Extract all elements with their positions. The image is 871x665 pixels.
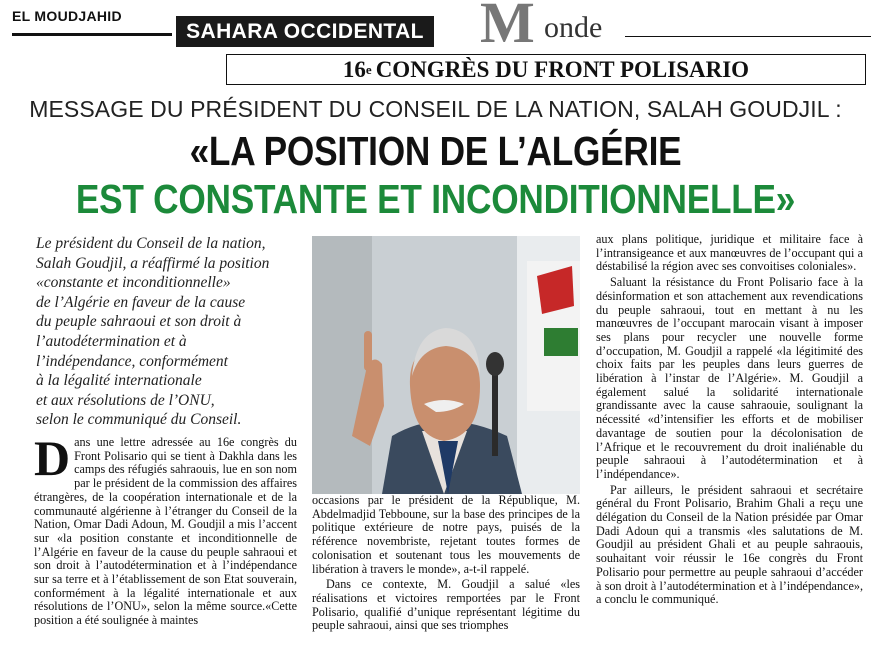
headline-line-1: «LA POSITION DE L’ALGÉRIE [189, 128, 682, 174]
subhead-ordinal: e [365, 61, 372, 77]
article-paragraph: ans une lettre adressée au 16e congrès du Front Polisario qui se tient à Dakhla dans les camps des réfugiés sahraouis, lue en son nom par le président de la commission des affaires étrangères, de la coopération internationale et de la communauté algérienne à l’étranger du Conseil de la Nation, Omar Dadi Adoun, M. Goudjil a mis l’accent sur «la position constante et inconditionnelle de l’Algérie en faveur de la cause du peuple sahraoui et son droit à l’autodétermination et à l’indépendance sur sa terre et à l’établissement de son Etat souverain, conformément à la légalité internationale et aux résolutions de l’ONU», selon la même source.«Cette position a été soulignée à maintes [34, 436, 297, 628]
lead-line: Le président du Conseil de la nation, [36, 235, 266, 252]
article-photo [312, 236, 580, 494]
lead-line: de l’Algérie en faveur de la cause [36, 293, 246, 311]
article-column-1 [34, 436, 297, 663]
article-column-3 [596, 233, 863, 663]
lead-line: selon le communiqué du Conseil. [36, 411, 242, 429]
article-paragraph: Dans ce contexte, M. Goudjil a salué «les réalisations et victoires remportées par le Front Polisario, qualifié d’unique représentant légitime du peuple sahraoui, ainsi que ses triomphes [312, 577, 580, 633]
article-paragraph: Saluant la résistance du Front Polisario face à la désinformation et son attachement aux revendications du peuple sahraoui, tout en mettant à nu les manœuvres de l’occupant marocain visant à imposer ses plans pour recycler une nouvelle forme d’occupation, M. Goudjil a rappelé «la légitimité des choix faits par les peuples dans leurs guerres de libération à l’instar de l’Algérie». M. Goudjil a également salué la solidarité internationale grandissante avec la cause sahraouie, soulignant la nécessité «d’intensifier les efforts et de mobiliser davantage de soutien pour la décolonisation de l’Afrique et le recouvrement du droit inaliénable du peuple sahraoui à l’autodétermination et à l’indépendance». [596, 275, 863, 481]
masthead-rule [12, 33, 172, 36]
subhead-number: 16 [342, 56, 366, 82]
photo-illustration [312, 236, 580, 494]
article-paragraph: Par ailleurs, le président sahraoui et secrétaire général du Front Polisario, Brahim Ghali a reçu une délégation du Conseil de la Nation présidée par Omar Dadi Adoun qui a transmis «les salutations de M. Goudjil au président Ghali et au peuple sahraouis, souhaitant voir réussir le 16e congrès du Front Polisario pour permettre au peuple sahraoui d’accéder à son droit à l’autodétermination et à l’indépendance», a conclu le communiqué. [596, 482, 863, 607]
drop-cap: D [34, 436, 71, 486]
kicker: MESSAGE DU PRÉSIDENT DU CONSEIL DE LA NATION, SALAH GOUDJIL : [29, 96, 842, 122]
headline-line-2: EST CONSTANTE ET INCONDITIONNELLE» [75, 176, 796, 222]
lead-paragraph [36, 234, 296, 430]
lead-line: l’autodétermination et à [36, 332, 187, 350]
lead-line: «constante et inconditionnelle» [36, 274, 231, 292]
top-rule [625, 36, 871, 37]
article-column-2 [312, 494, 580, 665]
subhead-text: CONGRÈS DU FRONT POLISARIO [375, 56, 750, 82]
section-label: SAHARA OCCIDENTAL [176, 16, 434, 47]
subhead [226, 54, 866, 85]
lead-line: du peuple sahraoui et son droit à [36, 313, 242, 331]
masthead-name: EL MOUDJAHID [12, 8, 122, 24]
article-paragraph: aux plans politique, juridique et militaire face à l’intransigeance et aux manœuvres de l’occupant qui a déstabilisé la région avec ses convoitises coloniales». [596, 233, 863, 274]
lead-line: et aux résolutions de l’ONU, [36, 391, 215, 409]
rubric-rest: onde [544, 11, 603, 44]
lead-line: à la légalité internationale [36, 372, 202, 390]
lead-line: Salah Goudjil, a réaffirmé la position [36, 254, 270, 272]
article-paragraph: occasions par le président de la République, M. Abdelmadjid Tebboune, sur la base des principes de la politique extérieure de notre pays, puisés de la référence novembriste, rejetant toutes formes de colonisation et soutenant tous les mouvements de libération à travers le monde», a-t-il rappelé. [312, 494, 580, 576]
lead-line: l’indépendance, conformément [36, 352, 228, 370]
rubric-initial: M [480, 0, 535, 55]
